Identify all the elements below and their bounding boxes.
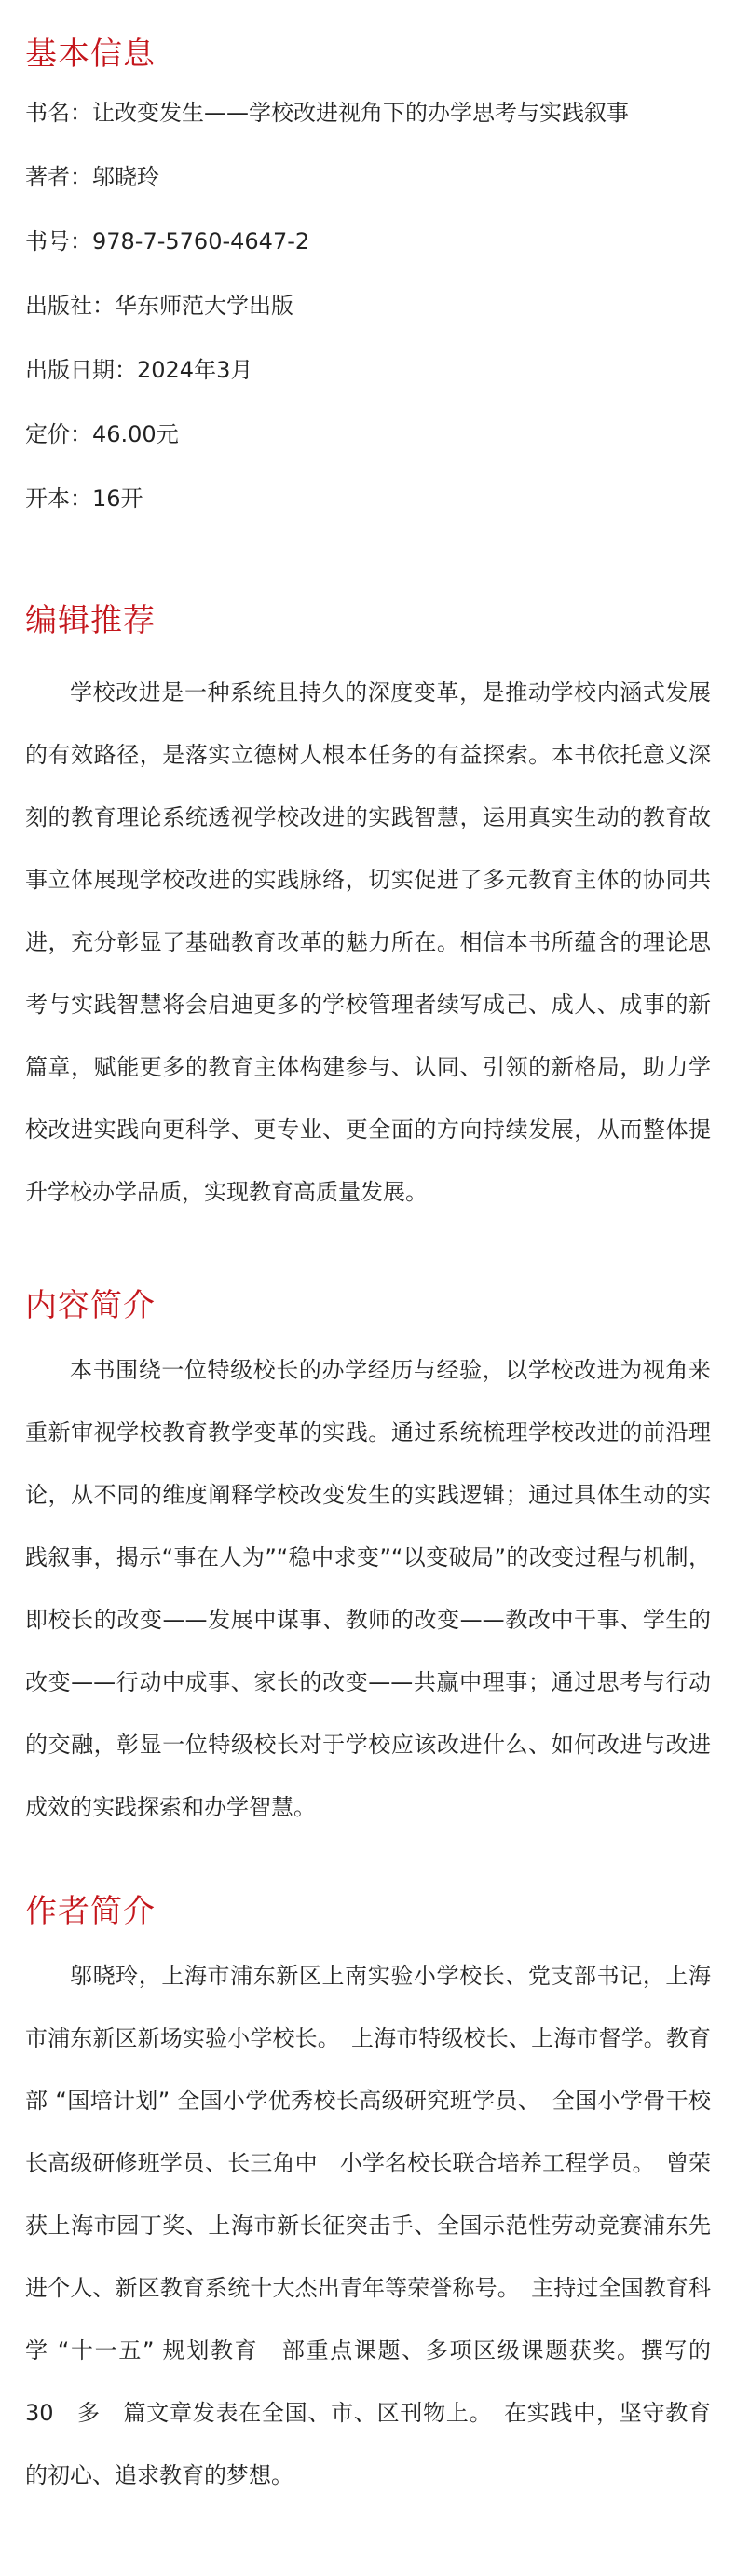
content-summary-text: 本书围绕一位特级校长的办学经历与经验，以学校改进为视角来重新审视学校教育教学变革的实践。通过系统梳理学校改进的前沿理论，从不同的维度阐释学校改变发生的实践逻辑；通过具体生动的实践叙事，揭示“事在人为”“稳中求变”“以变破局”的改变过程与机制，即校长的改变——发展中谋事、教师的改变——教改中干事、学生的改变——行动中成事、家长的改变——共赢中理事；通过思考与行动的交融，彰显一位特级校长对于学校应该改进什么、如何改进与改进成效的实践探索和办学智慧。: [25, 1357, 711, 1820]
publisher-row: 出版社：华东师范大学出版: [25, 293, 293, 319]
author-row: 著者：邬晓玲: [25, 164, 159, 190]
basic-info-heading: 基本信息: [25, 35, 156, 73]
author-intro-section: [25, 1889, 733, 2507]
basic-info-section: [25, 32, 711, 514]
book-title-row: 书名：让改变发生——学校改进视角下的办学思考与实践叙事: [25, 100, 629, 126]
basic-info-list: [25, 97, 711, 514]
content-summary-section: [25, 1283, 711, 1839]
publish-date-row: 出版日期：2024年3月: [25, 357, 253, 383]
price-row: 定价：46.00元: [25, 421, 179, 447]
editor-recommendation-text: 学校改进是一种系统且持久的深度变革，是推动学校内涵式发展的有效路径，是落实立德树人根本任务的有益探索。本书依托意义深刻的教育理论系统透视学校改进的实践智慧，运用真实生动的教育故事立体展现学校改进的实践脉络，切实促进了多元教育主体的协同共进，充分彰显了基础教育改革的魅力所在。相信本书所蕴含的理论思考与实践智慧将会启迪更多的学校管理者续写成己、成人、成事的新篇章，赋能更多的教育主体构建参与、认同、引领的新格局，助力学校改进实践向更科学、更专业、更全面的方向持续发展，从而整体提升学校办学品质，实现教育高质量发展。: [25, 679, 711, 1205]
isbn-row: 书号：978-7-5760-4647-2: [25, 228, 310, 254]
editor-recommendation-heading: 编辑推荐: [25, 602, 156, 639]
author-intro-text: 邬晓玲，上海市浦东新区上南实验小学校长、党支部书记，上海市浦东新区新场实验小学校长。 上海市特级校长、上海市督学。教育部 “国培计划” 全国小学优秀校长高级研究班学员、 全国小学骨干校长高级研修班学员、长三角中 小学名校长联合培养工程学员。 曾荣获上海市园丁奖、上海市新长征突击手、全国示范性劳动竞赛浦东先进个人、新区教育系统十大杰出青年等荣誉称号。 主持过全国教育科学 “十一五” 规划教育 部重点课题、多项区级课题获奖。撰写的 30 多 篇文章发表在全国、市、区刊物上。 在实践中，坚守教育的初心、追求教育的梦想。: [25, 1963, 733, 2488]
content-summary-heading: 内容简介: [25, 1287, 156, 1324]
author-intro-heading: 作者简介: [25, 1893, 156, 1930]
editor-recommendation-section: [25, 598, 711, 1224]
format-row: 开本：16开: [25, 486, 143, 512]
